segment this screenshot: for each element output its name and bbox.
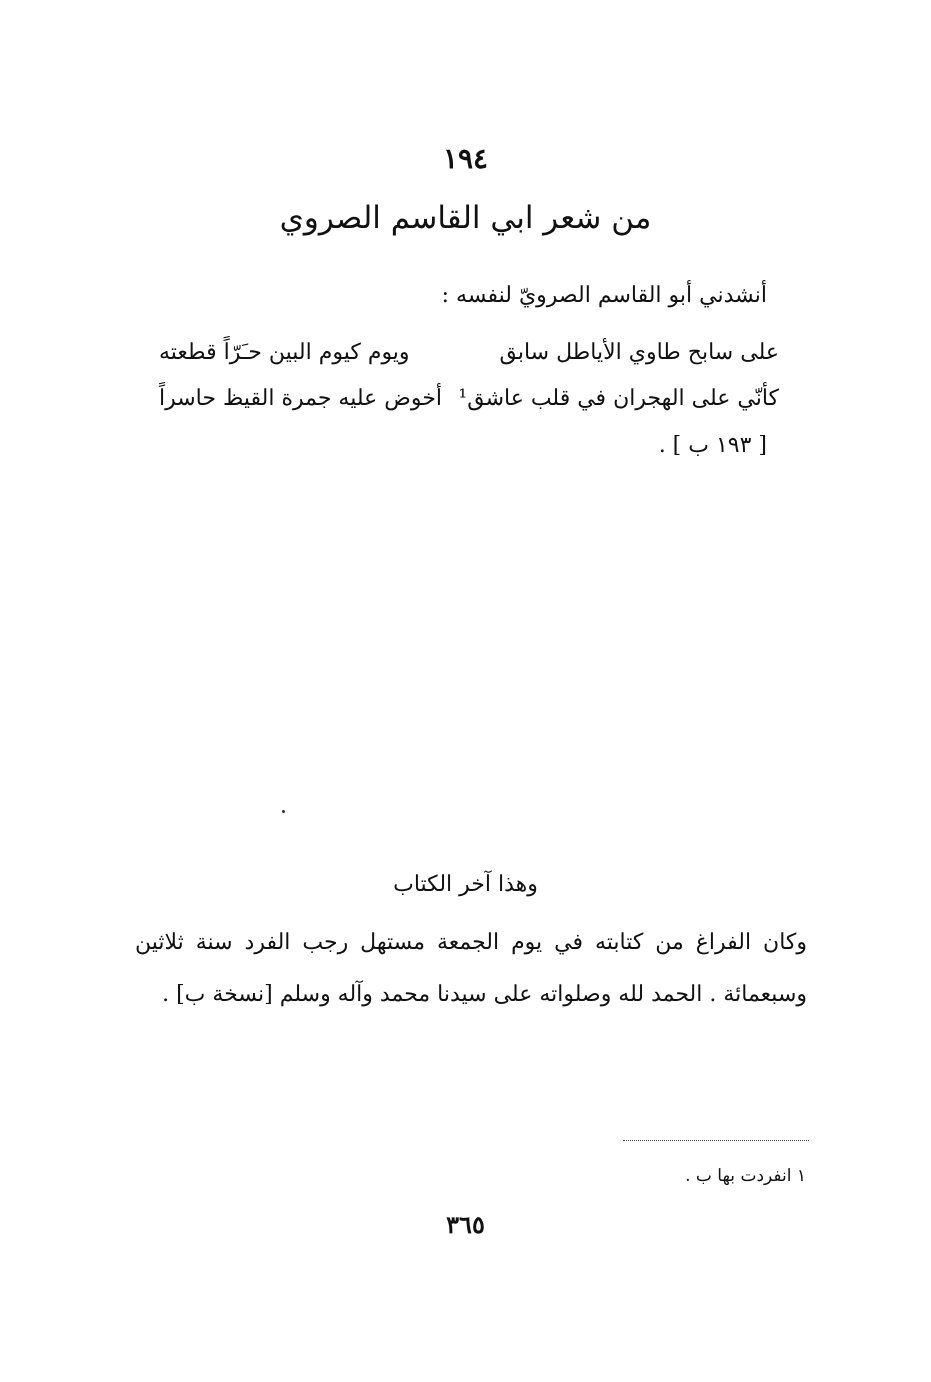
- verse-1-first-hemistich: ويوم كيوم البين حـَرّاً قطعته: [159, 340, 410, 365]
- verse-2-second-hemistich: كأنّي على الهجران في قلب عاشق¹: [458, 386, 779, 411]
- stray-dot: [282, 810, 285, 813]
- manuscript-reference: [ ١٩٣ ب ] .: [658, 433, 767, 458]
- section-number: ١٩٤: [442, 142, 489, 175]
- verse-line-1: [159, 340, 779, 365]
- page-number: ٣٦٥: [446, 1210, 485, 1239]
- colophon-line-2: وسبعمائة . الحمد لله وصلواته على سيدنا محمد وآله وسلم [نسخة ب] .: [162, 982, 807, 1007]
- verse-line-2: [159, 386, 779, 411]
- section-title: من شعر ابي القاسم الصروي: [279, 200, 652, 236]
- footnote-separator: [623, 1140, 809, 1141]
- verse-1-second-hemistich: على سابح طاوي الأياطل سابق: [499, 340, 779, 365]
- footnote: ١ انفردت بها ب .: [685, 1166, 806, 1186]
- poem-intro: أنشدني أبو القاسم الصرويّ لنفسه :: [441, 283, 767, 308]
- end-of-book-heading: وهذا آخر الكتاب: [393, 872, 538, 897]
- verse-2-first-hemistich: أخوض عليه جمرة القيظ حاسراً: [159, 386, 442, 411]
- colophon-line-1: وكان الفراغ من كتابته في يوم الجمعة مستهل رجب الفرد سنة ثلاثين: [135, 930, 807, 955]
